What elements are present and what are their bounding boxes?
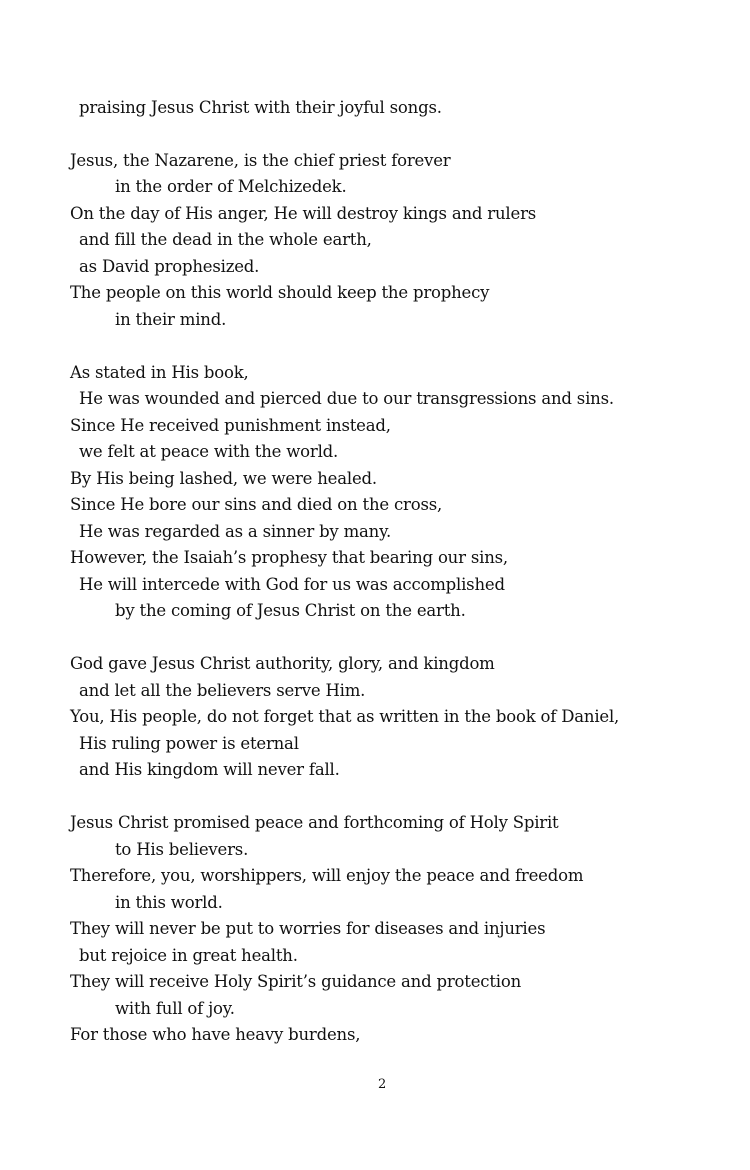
text-line: we felt at peace with the world. [79, 442, 339, 461]
text-line: As stated in His book, [70, 363, 249, 382]
text-line: You, His people, do not forget that as written in the book of Daniel, [70, 707, 620, 726]
text-line: by the coming of Jesus Christ on the earth. [115, 601, 466, 620]
text-line: in this world. [115, 893, 223, 912]
text-line: and His kingdom will never fall. [79, 760, 340, 779]
text-line: For those who have heavy burdens, [70, 1025, 361, 1044]
text-line: The people on this world should keep the prophecy [70, 283, 490, 302]
text-line: He will intercede with God for us was accomplished [79, 575, 505, 594]
text-line: Jesus Christ promised peace and forthcoming of Holy Spirit [70, 813, 559, 832]
text-line: in the order of Melchizedek. [115, 177, 347, 196]
text-line: They will never be put to worries for diseases and injuries [70, 919, 546, 938]
text-line: On the day of His anger, He will destroy kings and rulers [70, 204, 537, 223]
text-line: but rejoice in great health. [79, 946, 298, 965]
text-line: Therefore, you, worshippers, will enjoy the peace and freedom [70, 866, 584, 885]
text-line: in their mind. [115, 310, 227, 329]
text-line: with full of joy. [115, 999, 235, 1018]
text-line: and fill the dead in the whole earth, [79, 230, 372, 249]
text-line: However, the Isaiah’s prophesy that bearing our sins, [70, 548, 508, 567]
text-line: praising Jesus Christ with their joyful songs. [79, 98, 442, 117]
text-line: God gave Jesus Christ authority, glory, and kingdom [70, 654, 495, 673]
text-line: He was wounded and pierced due to our transgressions and sins. [79, 389, 614, 408]
text-line: By His being lashed, we were healed. [70, 469, 377, 488]
page-number: 2 [378, 1077, 387, 1092]
text-line: as David prophesized. [79, 257, 260, 276]
text-line: His ruling power is eternal [79, 734, 299, 753]
text-line: He was regarded as a sinner by many. [79, 522, 392, 541]
text-line: Since He bore our sins and died on the cross, [70, 495, 443, 514]
text-line: to His believers. [115, 840, 249, 859]
text-line: and let all the believers serve Him. [79, 681, 366, 700]
text-line: Jesus, the Nazarene, is the chief priest forever [70, 151, 451, 170]
text-line: Since He received punishment instead, [70, 416, 391, 435]
text-line: They will receive Holy Spirit’s guidance and protection [70, 972, 521, 991]
